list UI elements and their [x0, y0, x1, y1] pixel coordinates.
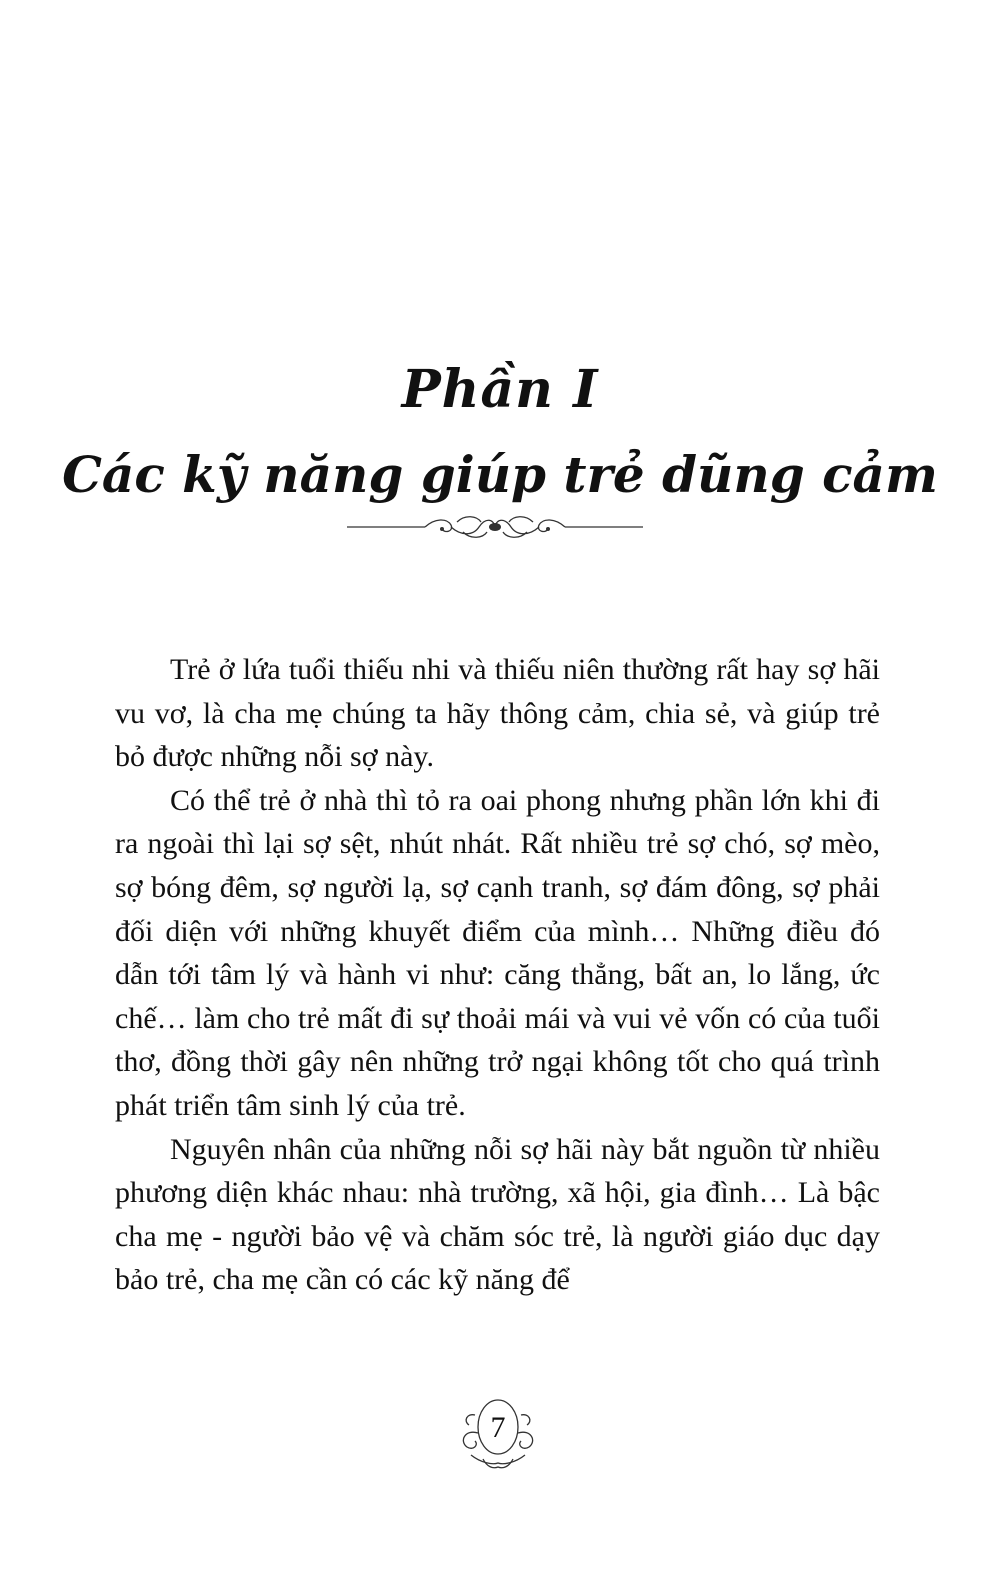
paragraph: Trẻ ở lứa tuổi thiếu nhi và thiếu niên thường rất hay sợ hãi vu vơ, là cha mẹ chúng ta hãy thông cảm, chia sẻ, và giúp trẻ bỏ được những nỗi sợ này.	[115, 653, 880, 774]
flourish-divider-icon	[345, 510, 645, 544]
paragraph: Nguyên nhân của những nỗi sợ hãi này bắt nguồn từ nhiều phương diện khác nhau: nhà trường, xã hội, gia đình… Là bậc cha mẹ - người bảo vệ và chăm sóc trẻ, là người giáo dục dạy bảo trẻ, cha mẹ cần có các kỹ năng để	[115, 1132, 880, 1297]
body-text	[115, 648, 880, 1302]
page-number-ornament	[453, 1385, 543, 1475]
part-heading: Phần I	[401, 359, 599, 420]
chapter-title: Các kỹ năng giúp trẻ dũng cảm	[62, 445, 938, 504]
page-number: 7	[490, 1411, 506, 1444]
paragraph: Có thể trẻ ở nhà thì tỏ ra oai phong nhưng phần lớn khi đi ra ngoài thì lại sợ sệt, nhút nhát. Rất nhiều trẻ sợ chó, sợ mèo, sợ bóng đêm, sợ người lạ, sợ cạnh tranh, sợ đám đông, sợ phải đối diện với những khuyết điểm của mình… Những điều đó dẫn tới tâm lý và hành vi như: căng thẳng, bất an, lo lắng, ức chế… làm cho trẻ mất đi sự thoải mái và vui vẻ vốn có của tuổi thơ, đồng thời gây nên những trở ngại không tốt cho quá trình phát triển tâm sinh lý của trẻ.	[115, 783, 880, 1122]
